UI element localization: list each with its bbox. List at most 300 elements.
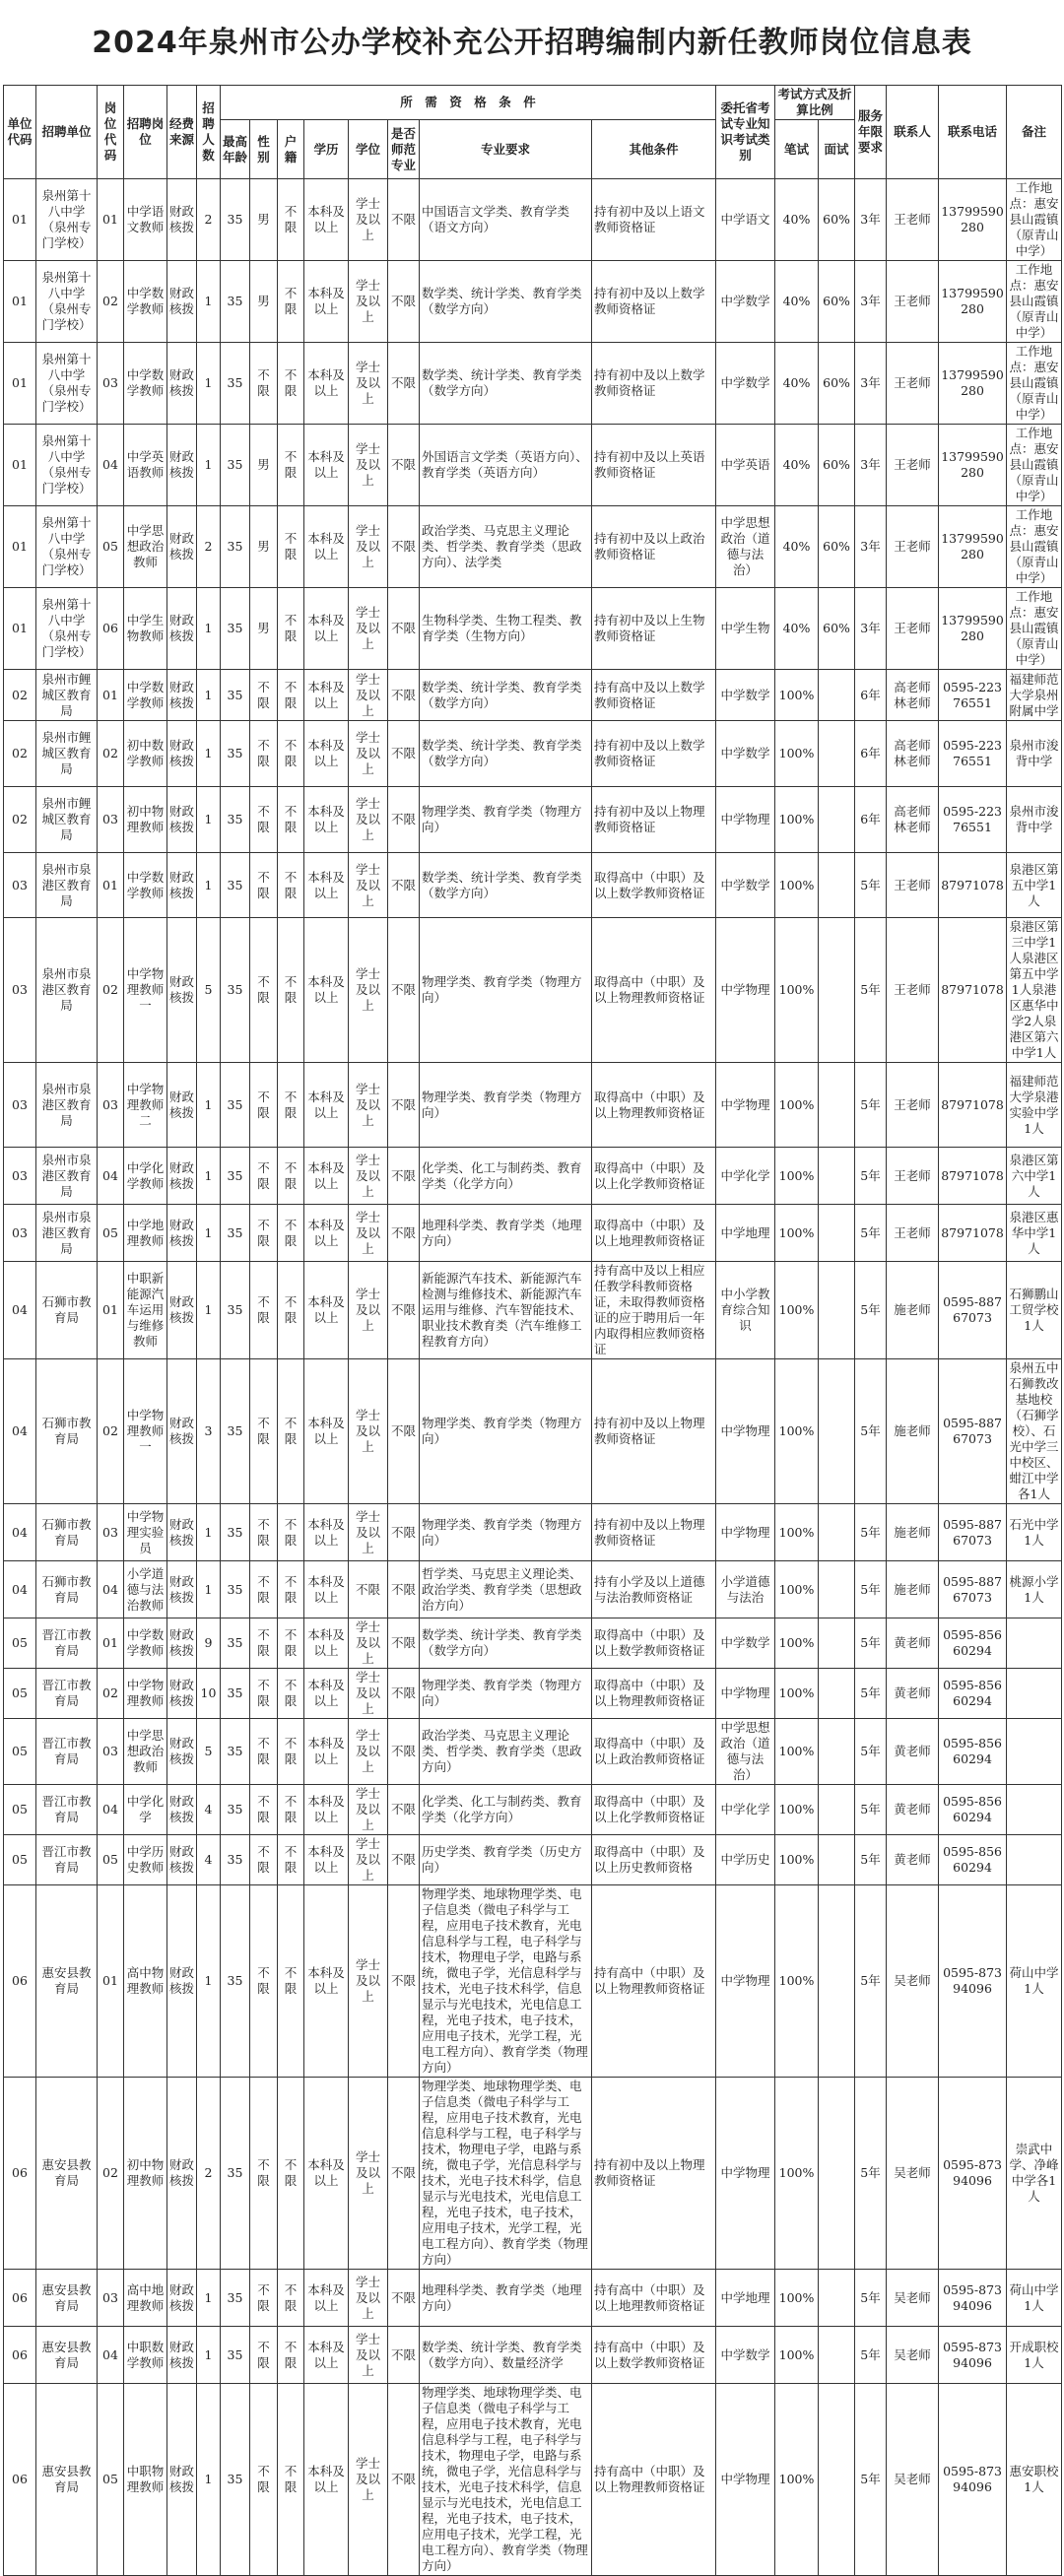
- interview-cell: 60%: [819, 261, 855, 343]
- hukou-cell: 不限: [278, 1063, 304, 1148]
- remark-cell: [1007, 1835, 1062, 1885]
- post-code-cell: 03: [98, 1063, 124, 1148]
- phone-cell: 0595-88767073: [939, 1262, 1007, 1359]
- interview-cell: [819, 2384, 855, 2576]
- interview-cell: [819, 1835, 855, 1885]
- degree-cell: 学士及以上: [349, 1719, 388, 1785]
- degree-cell: 学士及以上: [349, 1669, 388, 1719]
- normal-major-cell: 不限: [388, 787, 420, 853]
- count-cell: 1: [197, 853, 221, 918]
- major-cell: 数学类、统计学类、教育学类（数学方向）: [420, 261, 592, 343]
- post-cell: 中学数学教师: [124, 670, 167, 721]
- unit-cell: 惠安县教育局: [36, 1885, 98, 2078]
- post-cell: 中职物理教师: [124, 2384, 167, 2576]
- remark-cell: 石光中学1人: [1007, 1504, 1062, 1561]
- normal-major-cell: 不限: [388, 2327, 420, 2384]
- unit-cell: 泉州第十八中学（泉州专门学校）: [36, 343, 98, 425]
- hukou-cell: 不限: [278, 721, 304, 787]
- interview-cell: [819, 1785, 855, 1835]
- remark-cell: 开成职校1人: [1007, 2327, 1062, 2384]
- interview-cell: [819, 1504, 855, 1561]
- age-cell: 35: [221, 721, 250, 787]
- phone-cell: 0595-87394096: [939, 1885, 1007, 2078]
- unit-code-cell: 06: [4, 2270, 36, 2327]
- service-cell: 5年: [855, 1063, 887, 1148]
- funding-cell: 财政核拨: [167, 425, 197, 506]
- table-row: [4, 1262, 1062, 1359]
- remark-cell: 工作地点：惠安县山霞镇（原青山中学）: [1007, 506, 1062, 588]
- age-cell: 35: [221, 1262, 250, 1359]
- unit-code-cell: 01: [4, 506, 36, 588]
- interview-cell: [819, 1063, 855, 1148]
- contact-cell: 黄老师: [887, 1618, 939, 1669]
- exam-category-cell: 中学数学: [716, 853, 775, 918]
- gender-cell: 不限: [250, 670, 278, 721]
- remark-cell: [1007, 1719, 1062, 1785]
- normal-major-cell: 不限: [388, 918, 420, 1063]
- exam-category-cell: 中学思想政治（道德与法治）: [716, 1719, 775, 1785]
- contact-cell: 王老师: [887, 261, 939, 343]
- degree-cell: 学士及以上: [349, 506, 388, 588]
- post-cell: 中学生物教师: [124, 588, 167, 670]
- written-cell: 100%: [775, 918, 819, 1063]
- header-unit: 招聘单位: [36, 86, 98, 179]
- count-cell: 1: [197, 588, 221, 670]
- post-cell: 中学数学教师: [124, 261, 167, 343]
- table-body: [4, 179, 1062, 2576]
- normal-major-cell: 不限: [388, 425, 420, 506]
- gender-cell: 不限: [250, 918, 278, 1063]
- post-code-cell: 03: [98, 1504, 124, 1561]
- post-code-cell: 02: [98, 2078, 124, 2270]
- service-cell: 5年: [855, 1885, 887, 2078]
- gender-cell: 不限: [250, 1785, 278, 1835]
- degree-cell: 学士及以上: [349, 2078, 388, 2270]
- exam-category-cell: 中学物理: [716, 787, 775, 853]
- post-code-cell: 01: [98, 670, 124, 721]
- unit-code-cell: 03: [4, 853, 36, 918]
- post-code-cell: 05: [98, 1835, 124, 1885]
- header-edu: 学历: [304, 120, 349, 179]
- edu-cell: 本科及以上: [304, 2270, 349, 2327]
- interview-cell: [819, 787, 855, 853]
- exam-category-cell: 中学数学: [716, 1618, 775, 1669]
- header-remark: 备注: [1007, 86, 1062, 179]
- remark-cell: 泉港区第五中学1人: [1007, 853, 1062, 918]
- remark-cell: [1007, 1618, 1062, 1669]
- exam-category-cell: 中小学教育综合知识: [716, 1262, 775, 1359]
- gender-cell: 男: [250, 261, 278, 343]
- other-cell: 持有初中及以上生物教师资格证: [592, 588, 716, 670]
- hukou-cell: 不限: [278, 918, 304, 1063]
- written-cell: 100%: [775, 1561, 819, 1618]
- contact-cell: 王老师: [887, 425, 939, 506]
- edu-cell: 本科及以上: [304, 787, 349, 853]
- other-cell: 取得高中（中职）及以上数学教师资格证: [592, 1618, 716, 1669]
- unit-code-cell: 02: [4, 670, 36, 721]
- age-cell: 35: [221, 670, 250, 721]
- unit-cell: 泉州市鲤城区教育局: [36, 670, 98, 721]
- service-cell: 5年: [855, 2384, 887, 2576]
- header-ratio-group: 考试方式及折算比例: [775, 86, 855, 120]
- unit-cell: 泉州市泉港区教育局: [36, 1205, 98, 1262]
- header-hukou: 户籍: [278, 120, 304, 179]
- degree-cell: 学士及以上: [349, 2327, 388, 2384]
- edu-cell: 本科及以上: [304, 1719, 349, 1785]
- count-cell: 1: [197, 1063, 221, 1148]
- phone-cell: 0595-85660294: [939, 1618, 1007, 1669]
- header-interview: 面试: [819, 120, 855, 179]
- major-cell: 生物科学类、生物工程类、教育学类（生物方向）: [420, 588, 592, 670]
- other-cell: 持有初中及以上政治教师资格证: [592, 506, 716, 588]
- other-cell: 持有小学及以上道德与法治教师资格证: [592, 1561, 716, 1618]
- funding-cell: 财政核拨: [167, 1504, 197, 1561]
- age-cell: 35: [221, 1719, 250, 1785]
- age-cell: 35: [221, 425, 250, 506]
- degree-cell: 学士及以上: [349, 2384, 388, 2576]
- post-cell: 中学物理实验员: [124, 1504, 167, 1561]
- normal-major-cell: 不限: [388, 179, 420, 261]
- service-cell: 5年: [855, 1719, 887, 1785]
- age-cell: 35: [221, 1359, 250, 1504]
- unit-cell: 晋江市教育局: [36, 1618, 98, 1669]
- interview-cell: [819, 1148, 855, 1205]
- table-row: [4, 1561, 1062, 1618]
- funding-cell: 财政核拨: [167, 721, 197, 787]
- service-cell: 3年: [855, 506, 887, 588]
- unit-cell: 惠安县教育局: [36, 2078, 98, 2270]
- post-cell: 中学英语教师: [124, 425, 167, 506]
- phone-cell: 0595-22376551: [939, 670, 1007, 721]
- unit-cell: 石狮市教育局: [36, 1504, 98, 1561]
- contact-cell: 施老师: [887, 1359, 939, 1504]
- contact-cell: 王老师: [887, 506, 939, 588]
- service-cell: 3年: [855, 588, 887, 670]
- header-funding: 经费来源: [167, 86, 197, 179]
- unit-cell: 泉州第十八中学（泉州专门学校）: [36, 179, 98, 261]
- contact-cell: 吴老师: [887, 1885, 939, 2078]
- contact-cell: 王老师: [887, 918, 939, 1063]
- unit-cell: 泉州第十八中学（泉州专门学校）: [36, 425, 98, 506]
- gender-cell: 不限: [250, 2270, 278, 2327]
- contact-cell: 黄老师: [887, 1835, 939, 1885]
- exam-category-cell: 中学物理: [716, 918, 775, 1063]
- post-code-cell: 03: [98, 2270, 124, 2327]
- edu-cell: 本科及以上: [304, 1885, 349, 2078]
- post-code-cell: 06: [98, 588, 124, 670]
- count-cell: 2: [197, 2078, 221, 2270]
- unit-code-cell: 01: [4, 261, 36, 343]
- service-cell: 5年: [855, 1262, 887, 1359]
- major-cell: 数学类、统计学类、教育学类（数学方向）: [420, 1618, 592, 1669]
- interview-cell: [819, 1618, 855, 1669]
- post-cell: 初中数学教师: [124, 721, 167, 787]
- remark-cell: 崇武中学、净峰中学各1人: [1007, 2078, 1062, 2270]
- normal-major-cell: 不限: [388, 853, 420, 918]
- count-cell: 3: [197, 1359, 221, 1504]
- exam-category-cell: 中学化学: [716, 1785, 775, 1835]
- contact-cell: 王老师: [887, 853, 939, 918]
- remark-cell: 泉州市浚背中学: [1007, 721, 1062, 787]
- age-cell: 35: [221, 2384, 250, 2576]
- degree-cell: 学士及以上: [349, 261, 388, 343]
- normal-major-cell: 不限: [388, 1669, 420, 1719]
- other-cell: 持有高中及以上相应任教学科教师资格证，未取得教师资格证的应于聘用后一年内取得相应教师资格证: [592, 1262, 716, 1359]
- hukou-cell: 不限: [278, 2078, 304, 2270]
- header-exam-category: 委托省考试专业知识考试类别: [716, 86, 775, 179]
- table-row: [4, 1504, 1062, 1561]
- funding-cell: 财政核拨: [167, 853, 197, 918]
- other-cell: 持有初中及以上英语教师资格证: [592, 425, 716, 506]
- remark-cell: 桃源小学1人: [1007, 1561, 1062, 1618]
- contact-cell: 黄老师: [887, 1785, 939, 1835]
- degree-cell: 学士及以上: [349, 2270, 388, 2327]
- major-cell: 物理学类、地球物理学类、电子信息类（微电子科学与工程，应用电子技术教育，光电信息科学与工程，电子科学与技术，物理电子学，电路与系统，微电子学，光信息科学与技术，光电子技术科学，信息显示与光电技术，光电信息工程，光电子技术，电子技术，应用电子技术，光学工程，光电工程方向）、教育学类（物理方向）: [420, 2078, 592, 2270]
- unit-cell: 晋江市教育局: [36, 1835, 98, 1885]
- other-cell: 持有初中及以上数学教师资格证: [592, 721, 716, 787]
- degree-cell: 学士及以上: [349, 721, 388, 787]
- hukou-cell: 不限: [278, 2384, 304, 2576]
- funding-cell: 财政核拨: [167, 787, 197, 853]
- gender-cell: 不限: [250, 2384, 278, 2576]
- table-row: [4, 343, 1062, 425]
- gender-cell: 不限: [250, 2327, 278, 2384]
- age-cell: 35: [221, 853, 250, 918]
- phone-cell: 13799590280: [939, 261, 1007, 343]
- header-degree: 学位: [349, 120, 388, 179]
- exam-category-cell: 中学物理: [716, 1359, 775, 1504]
- major-cell: 物理学类、教育学类（物理方向）: [420, 1063, 592, 1148]
- contact-cell: 王老师: [887, 179, 939, 261]
- post-cell: 中学物理教师一: [124, 918, 167, 1063]
- written-cell: 100%: [775, 2078, 819, 2270]
- edu-cell: 本科及以上: [304, 1561, 349, 1618]
- other-cell: 持有高中（中职）及以上物理教师资格证: [592, 2384, 716, 2576]
- funding-cell: 财政核拨: [167, 1205, 197, 1262]
- contact-cell: 黄老师: [887, 1669, 939, 1719]
- written-cell: 100%: [775, 1063, 819, 1148]
- header-max-age: 最高年龄: [221, 120, 250, 179]
- count-cell: 1: [197, 343, 221, 425]
- edu-cell: 本科及以上: [304, 1618, 349, 1669]
- phone-cell: 0595-87394096: [939, 2384, 1007, 2576]
- interview-cell: [819, 1359, 855, 1504]
- service-cell: 5年: [855, 1359, 887, 1504]
- count-cell: 2: [197, 506, 221, 588]
- unit-cell: 石狮市教育局: [36, 1262, 98, 1359]
- phone-cell: 0595-88767073: [939, 1561, 1007, 1618]
- remark-cell: [1007, 1785, 1062, 1835]
- normal-major-cell: 不限: [388, 1148, 420, 1205]
- count-cell: 1: [197, 721, 221, 787]
- table-row: [4, 1885, 1062, 2078]
- degree-cell: 不限: [349, 1561, 388, 1618]
- table-row: [4, 261, 1062, 343]
- contact-cell: 吴老师: [887, 2384, 939, 2576]
- funding-cell: 财政核拨: [167, 1835, 197, 1885]
- table-row: [4, 721, 1062, 787]
- normal-major-cell: 不限: [388, 1205, 420, 1262]
- header-count: 招聘人数: [197, 86, 221, 179]
- table-row: [4, 2327, 1062, 2384]
- interview-cell: [819, 2327, 855, 2384]
- age-cell: 35: [221, 1561, 250, 1618]
- major-cell: 物理学类、教育学类（物理方向）: [420, 918, 592, 1063]
- interview-cell: [819, 1669, 855, 1719]
- table-row: [4, 179, 1062, 261]
- hukou-cell: 不限: [278, 853, 304, 918]
- written-cell: 100%: [775, 1669, 819, 1719]
- table-row: [4, 1063, 1062, 1148]
- contact-cell: 施老师: [887, 1262, 939, 1359]
- post-cell: 中职新能源汽车运用与维修教师: [124, 1262, 167, 1359]
- table-row: [4, 2384, 1062, 2576]
- unit-code-cell: 05: [4, 1719, 36, 1785]
- unit-code-cell: 06: [4, 1885, 36, 2078]
- phone-cell: 13799590280: [939, 506, 1007, 588]
- unit-cell: 石狮市教育局: [36, 1561, 98, 1618]
- contact-cell: 高老师林老师: [887, 721, 939, 787]
- major-cell: 物理学类、地球物理学类、电子信息类（微电子科学与工程，应用电子技术教育，光电信息科学与工程，电子科学与技术，物理电子学，电路与系统，微电子学，光信息科学与技术，光电子技术科学，信息显示与光电技术，光电信息工程，光电子技术，电子技术，应用电子技术，光学工程，光电工程方向）、教育学类（物理方向）: [420, 1885, 592, 2078]
- post-code-cell: 01: [98, 1262, 124, 1359]
- funding-cell: 财政核拨: [167, 1359, 197, 1504]
- written-cell: 40%: [775, 261, 819, 343]
- hukou-cell: 不限: [278, 1561, 304, 1618]
- phone-cell: 87971078: [939, 853, 1007, 918]
- contact-cell: 王老师: [887, 343, 939, 425]
- table-row: [4, 2270, 1062, 2327]
- unit-code-cell: 05: [4, 1669, 36, 1719]
- exam-category-cell: 中学物理: [716, 1504, 775, 1561]
- phone-cell: 0595-87394096: [939, 2270, 1007, 2327]
- other-cell: 持有初中及以上语文教师资格证: [592, 179, 716, 261]
- hukou-cell: 不限: [278, 1359, 304, 1504]
- hukou-cell: 不限: [278, 1205, 304, 1262]
- normal-major-cell: 不限: [388, 1561, 420, 1618]
- phone-cell: 0595-22376551: [939, 721, 1007, 787]
- funding-cell: 财政核拨: [167, 1262, 197, 1359]
- post-code-cell: 01: [98, 1885, 124, 2078]
- normal-major-cell: 不限: [388, 1618, 420, 1669]
- unit-cell: 晋江市教育局: [36, 1785, 98, 1835]
- post-code-cell: 01: [98, 1618, 124, 1669]
- normal-major-cell: 不限: [388, 1504, 420, 1561]
- other-cell: 取得高中（中职）及以上物理教师资格证: [592, 1063, 716, 1148]
- exam-category-cell: 中学生物: [716, 588, 775, 670]
- post-cell: 中学思想政治教师: [124, 506, 167, 588]
- interview-cell: [819, 721, 855, 787]
- unit-cell: 泉州市泉港区教育局: [36, 1148, 98, 1205]
- phone-cell: 87971078: [939, 1148, 1007, 1205]
- other-cell: 取得高中（中职）及以上化学教师资格证: [592, 1148, 716, 1205]
- funding-cell: 财政核拨: [167, 1719, 197, 1785]
- edu-cell: 本科及以上: [304, 1262, 349, 1359]
- other-cell: 持有高中（中职）及以上地理教师资格证: [592, 2270, 716, 2327]
- service-cell: 5年: [855, 918, 887, 1063]
- normal-major-cell: 不限: [388, 588, 420, 670]
- major-cell: 化学类、化工与制药类、教育学类（化学方向）: [420, 1785, 592, 1835]
- hukou-cell: 不限: [278, 1148, 304, 1205]
- unit-cell: 惠安县教育局: [36, 2384, 98, 2576]
- written-cell: 100%: [775, 1719, 819, 1785]
- other-cell: 持有高中（中职）及以上数学教师资格证: [592, 2327, 716, 2384]
- interview-cell: [819, 2270, 855, 2327]
- gender-cell: 不限: [250, 1719, 278, 1785]
- other-cell: 持有初中及以上物理教师资格证: [592, 2078, 716, 2270]
- degree-cell: 学士及以上: [349, 588, 388, 670]
- major-cell: 地理科学类、教育学类（地理方向）: [420, 1205, 592, 1262]
- remark-cell: 泉港区第六中学1人: [1007, 1148, 1062, 1205]
- service-cell: 5年: [855, 2327, 887, 2384]
- phone-cell: 0595-85660294: [939, 1785, 1007, 1835]
- major-cell: 新能源汽车技术、新能源汽车检测与维修技术、新能源汽车运用与维修、汽车智能技术、职业技术教育类（汽车维修工程教育方向）: [420, 1262, 592, 1359]
- written-cell: 100%: [775, 670, 819, 721]
- service-cell: 3年: [855, 343, 887, 425]
- written-cell: 100%: [775, 1504, 819, 1561]
- service-cell: 3年: [855, 261, 887, 343]
- unit-code-cell: 01: [4, 425, 36, 506]
- gender-cell: 不限: [250, 1835, 278, 1885]
- written-cell: 100%: [775, 1262, 819, 1359]
- count-cell: 9: [197, 1618, 221, 1669]
- phone-cell: 87971078: [939, 918, 1007, 1063]
- phone-cell: 13799590280: [939, 425, 1007, 506]
- table-row: [4, 1205, 1062, 1262]
- unit-cell: 泉州市泉港区教育局: [36, 1063, 98, 1148]
- normal-major-cell: 不限: [388, 2270, 420, 2327]
- major-cell: 数学类、统计学类、教育学类（数学方向）: [420, 343, 592, 425]
- unit-code-cell: 02: [4, 787, 36, 853]
- post-code-cell: 04: [98, 1561, 124, 1618]
- major-cell: 哲学类、马克思主义理论类、政治学类、教育学类（思想政治方向）: [420, 1561, 592, 1618]
- count-cell: 1: [197, 2384, 221, 2576]
- page-title: 2024年泉州市公办学校补充公开招聘编制内新任教师岗位信息表: [92, 26, 972, 60]
- age-cell: 35: [221, 2327, 250, 2384]
- service-cell: 5年: [855, 1205, 887, 1262]
- service-cell: 5年: [855, 2078, 887, 2270]
- major-cell: 政治学类、马克思主义理论类、哲学类、教育学类（思政方向）: [420, 1719, 592, 1785]
- written-cell: 100%: [775, 1835, 819, 1885]
- other-cell: 持有初中及以上物理教师资格证: [592, 1504, 716, 1561]
- table-row: [4, 1719, 1062, 1785]
- degree-cell: 学士及以上: [349, 1063, 388, 1148]
- degree-cell: 学士及以上: [349, 787, 388, 853]
- degree-cell: 学士及以上: [349, 343, 388, 425]
- table-row: [4, 918, 1062, 1063]
- gender-cell: 不限: [250, 787, 278, 853]
- funding-cell: 财政核拨: [167, 2384, 197, 2576]
- other-cell: 持有高中（中职）及以上物理教师资格证: [592, 1885, 716, 2078]
- post-code-cell: 01: [98, 179, 124, 261]
- post-code-cell: 04: [98, 425, 124, 506]
- hukou-cell: 不限: [278, 1785, 304, 1835]
- unit-cell: 晋江市教育局: [36, 1669, 98, 1719]
- other-cell: 取得高中（中职）及以上化学教师资格证: [592, 1785, 716, 1835]
- remark-cell: 工作地点：惠安县山霞镇（原青山中学）: [1007, 179, 1062, 261]
- exam-category-cell: 中学物理: [716, 1063, 775, 1148]
- table-row: [4, 588, 1062, 670]
- post-code-cell: 02: [98, 918, 124, 1063]
- edu-cell: 本科及以上: [304, 588, 349, 670]
- hukou-cell: 不限: [278, 1504, 304, 1561]
- degree-cell: 学士及以上: [349, 1785, 388, 1835]
- post-cell: 中职数学教师: [124, 2327, 167, 2384]
- remark-cell: 荷山中学1人: [1007, 1885, 1062, 2078]
- unit-code-cell: 06: [4, 2078, 36, 2270]
- unit-cell: 泉州第十八中学（泉州专门学校）: [36, 588, 98, 670]
- interview-cell: [819, 670, 855, 721]
- age-cell: 35: [221, 1885, 250, 2078]
